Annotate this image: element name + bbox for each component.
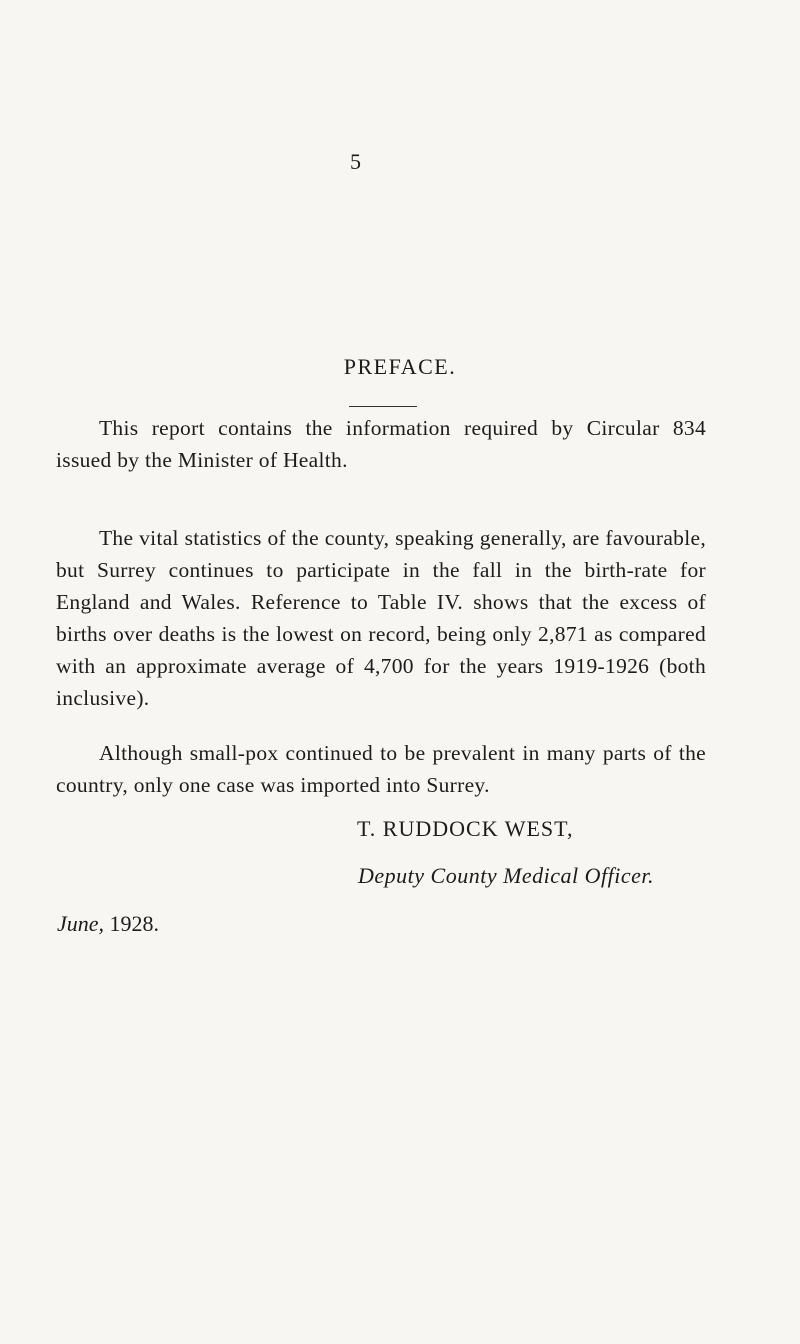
page-title: PREFACE.: [343, 354, 457, 379]
signature-name: T. RUDDOCK WEST,: [357, 816, 574, 841]
paragraph-circular: This report contains the information required by Circular 834 issued by the Minister of Health.: [56, 416, 706, 472]
paragraph-small-pox: Although small-pox continued to be prevalent in many parts of the country, only one case was imported into Surrey.: [56, 741, 706, 797]
date-year: 1928.: [109, 911, 160, 936]
date-month: June,: [57, 911, 105, 936]
paragraph-vital-statistics: The vital statistics of the county, speaking generally, are favourable, but Surrey continues to participate in the fall in the birth-rate for England and Wales. Reference to Table IV. shows that the excess of births over deaths is the lowest on record, being only 2,871 as compared with an approximate average of 4,700 for the years 1919-1926 (both inclusive).: [56, 526, 706, 710]
page-number: 5: [350, 149, 361, 174]
signature-title: Deputy County Medical Officer.: [358, 863, 655, 888]
heading-divider: [349, 406, 417, 407]
document-date: [57, 911, 159, 937]
